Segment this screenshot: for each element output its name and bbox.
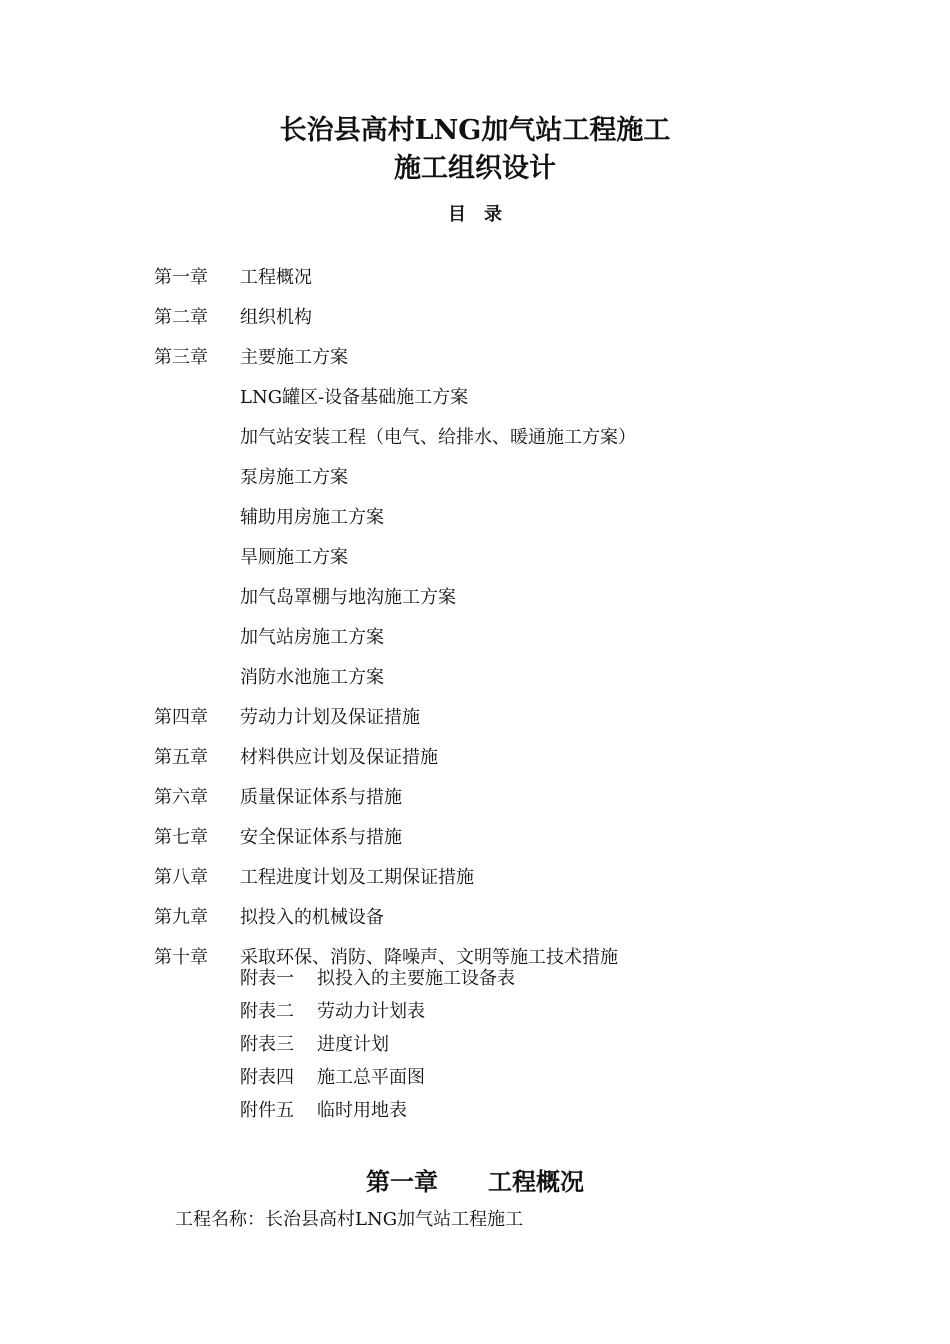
appendix-title: 临时用地表	[317, 1099, 407, 1121]
appendix-item	[240, 993, 515, 1026]
toc-item	[154, 656, 636, 696]
toc-item-title: 工程进度计划及工期保证措施	[240, 867, 474, 888]
toc-item-title: 工程概况	[240, 267, 312, 288]
toc-item	[154, 296, 636, 336]
appendix-title: 劳动力计划表	[317, 1000, 425, 1022]
project-name-value: 长治县高村LNG加气站工程施工	[265, 1209, 524, 1230]
toc-item-title: 拟投入的机械设备	[240, 907, 384, 928]
table-of-contents	[154, 256, 636, 976]
toc-item-title: 加气站安装工程（电气、给排水、暖通施工方案）	[240, 427, 636, 448]
project-name-label: 工程名称：	[175, 1209, 265, 1230]
toc-item-title: 消防水池施工方案	[240, 667, 384, 688]
toc-item	[154, 856, 636, 896]
toc-item	[154, 456, 636, 496]
toc-item-title: 组织机构	[240, 307, 312, 328]
appendix-label: 附表三	[240, 1033, 294, 1055]
project-name-line	[175, 1205, 523, 1231]
appendix-label: 附表四	[240, 1066, 294, 1088]
appendix-item	[240, 1026, 515, 1059]
toc-chapter-number: 第六章	[154, 787, 208, 808]
toc-item-title: 加气岛罩棚与地沟施工方案	[240, 587, 456, 608]
appendix-label: 附件五	[240, 1099, 294, 1121]
title-line-1: 长治县高村LNG加气站工程施工	[279, 115, 671, 146]
appendix-label: 附表二	[240, 1000, 294, 1022]
toc-item-title: 材料供应计划及保证措施	[240, 747, 438, 768]
toc-item	[154, 816, 636, 856]
toc-item-title: 加气站房施工方案	[240, 627, 384, 648]
toc-chapter-number: 第七章	[154, 827, 208, 848]
toc-item	[154, 416, 636, 456]
appendix-title: 施工总平面图	[317, 1066, 425, 1088]
document-title	[0, 112, 950, 188]
chapter-number: 第一章	[366, 1168, 438, 1196]
toc-item-title: 安全保证体系与措施	[240, 827, 402, 848]
appendix-item	[240, 1059, 515, 1092]
title-line-2: 施工组织设计	[394, 153, 556, 184]
toc-chapter-number: 第八章	[154, 867, 208, 888]
toc-item	[154, 736, 636, 776]
toc-item-title: 采取环保、消防、降噪声、文明等施工技术措施	[240, 947, 618, 968]
toc-item	[154, 536, 636, 576]
toc-heading: 目录	[448, 204, 520, 225]
toc-item-title: 质量保证体系与措施	[240, 787, 402, 808]
toc-item	[154, 776, 636, 816]
appendix-label: 附表一	[240, 967, 294, 989]
toc-item	[154, 376, 636, 416]
chapter-heading	[0, 1164, 950, 1200]
chapter-title: 工程概况	[488, 1168, 584, 1196]
toc-item	[154, 496, 636, 536]
toc-chapter-number: 第二章	[154, 307, 208, 328]
toc-item-title: LNG罐区-设备基础施工方案	[240, 387, 469, 408]
toc-item-title: 主要施工方案	[240, 347, 348, 368]
toc-item	[154, 576, 636, 616]
toc-chapter-number: 第九章	[154, 907, 208, 928]
toc-item-title: 劳动力计划及保证措施	[240, 707, 420, 728]
toc-item-title: 旱厕施工方案	[240, 547, 348, 568]
toc-chapter-number: 第四章	[154, 707, 208, 728]
toc-item-title: 辅助用房施工方案	[240, 507, 384, 528]
appendix-item	[240, 960, 515, 993]
toc-item-title: 泵房施工方案	[240, 467, 348, 488]
toc-item	[154, 616, 636, 656]
toc-chapter-number: 第五章	[154, 747, 208, 768]
appendix-list	[240, 960, 515, 1125]
toc-chapter-number: 第三章	[154, 347, 208, 368]
toc-chapter-number: 第十章	[154, 947, 208, 968]
toc-item	[154, 256, 636, 296]
toc-item	[154, 896, 636, 936]
toc-item	[154, 696, 636, 736]
appendix-item	[240, 1092, 515, 1125]
toc-item	[154, 336, 636, 376]
appendix-title: 拟投入的主要施工设备表	[317, 967, 515, 989]
appendix-title: 进度计划	[317, 1033, 389, 1055]
toc-chapter-number: 第一章	[154, 267, 208, 288]
